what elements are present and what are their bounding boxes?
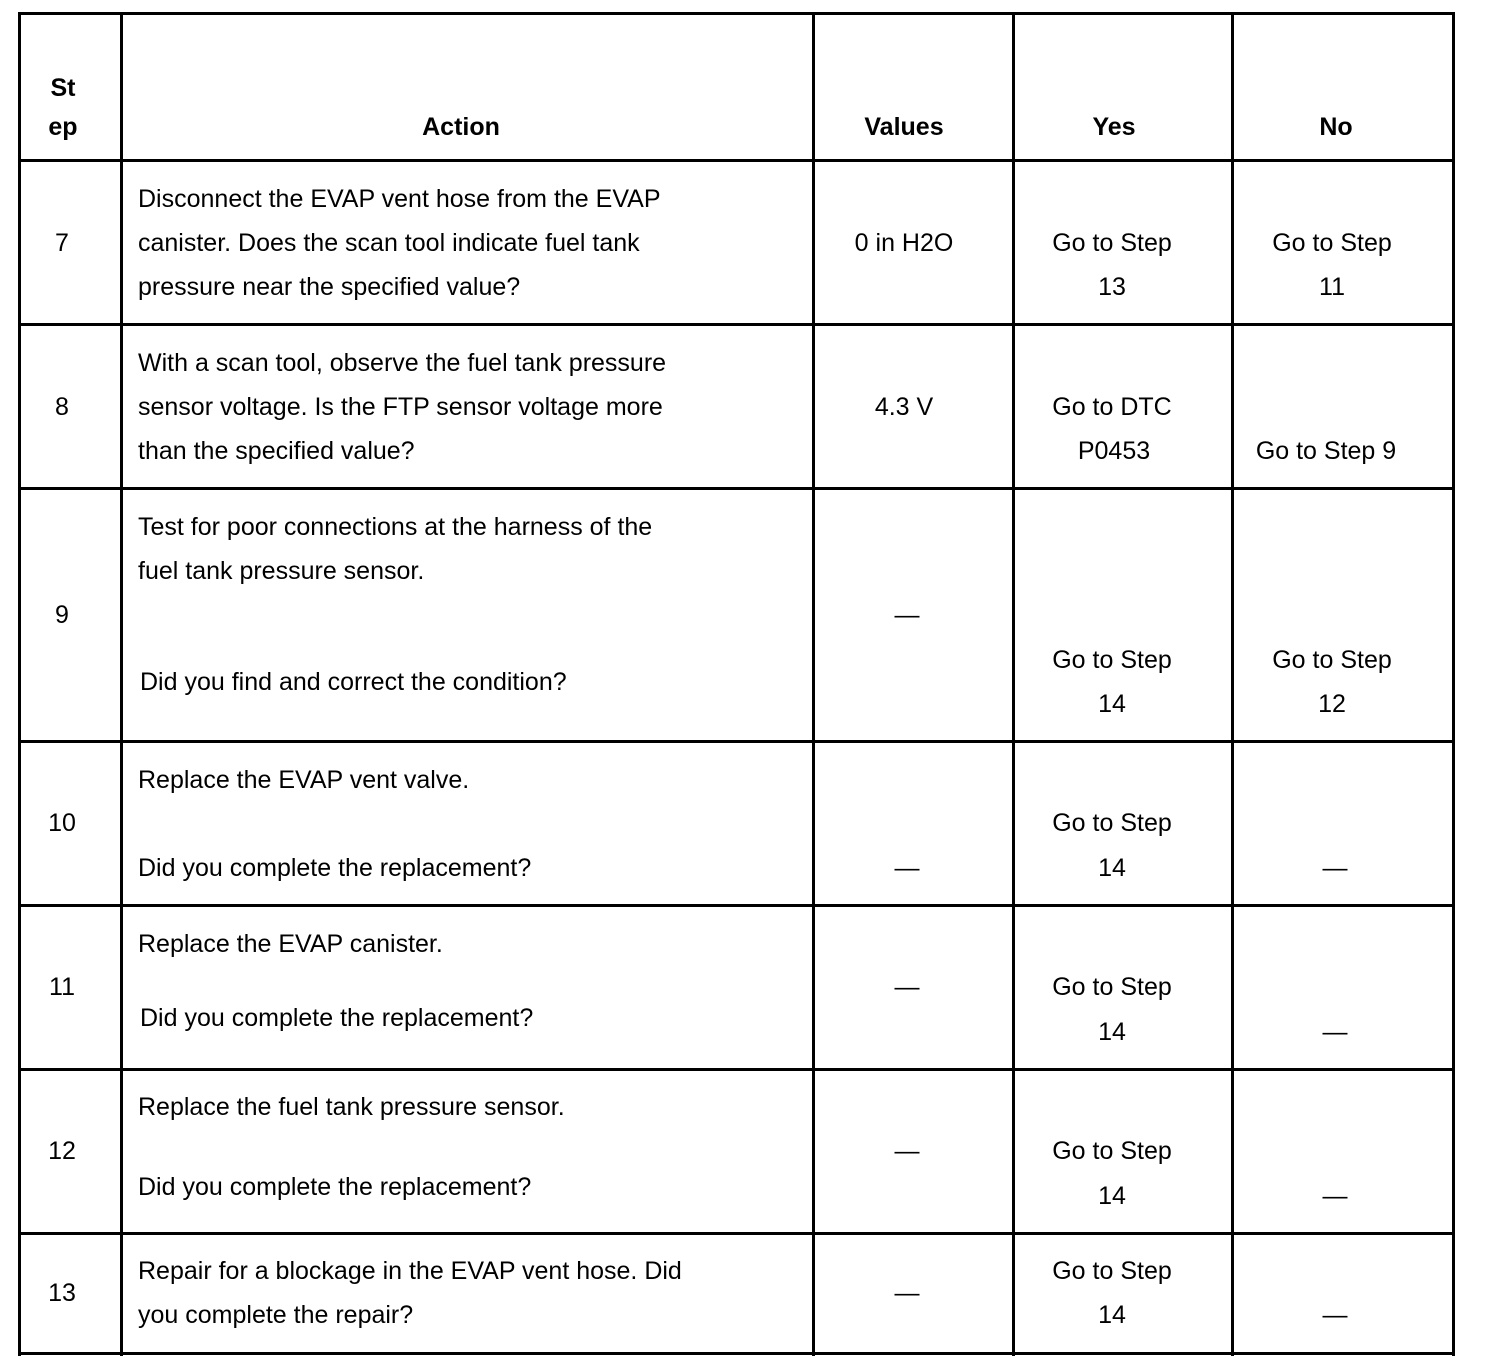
action-text: Did you find and correct the condition? (140, 668, 567, 696)
action-text: Disconnect the EVAP vent hose from the EVAP (138, 185, 661, 213)
action-text: pressure near the specified value? (138, 273, 521, 301)
row-divider (18, 740, 1455, 743)
header-action: Action (422, 113, 500, 141)
table-bottom-border (18, 1352, 1455, 1355)
header-step-line2: ep (48, 113, 78, 141)
no-text: Go to Step 9 (1255, 437, 1397, 465)
action-text: fuel tank pressure sensor. (138, 557, 425, 585)
no-text: — (1322, 1301, 1348, 1329)
no-text: — (1322, 854, 1348, 882)
action-text: Did you complete the replacement? (138, 1173, 532, 1201)
action-text: Repair for a blockage in the EVAP vent hose. Did (138, 1257, 682, 1285)
no-text: Go to Step (1272, 646, 1392, 674)
action-text: sensor voltage. Is the FTP sensor voltage more (138, 393, 663, 421)
table-right-border (1452, 13, 1455, 1356)
yes-text: Go to Step (1052, 1257, 1172, 1285)
action-text: Did you complete the replacement? (138, 854, 532, 882)
column-divider (1231, 13, 1234, 1356)
value-text: 0 in H2O (854, 229, 954, 257)
step-number: 7 (55, 229, 69, 257)
value-text: — (894, 1279, 920, 1307)
action-text: than the specified value? (138, 437, 415, 465)
action-text: With a scan tool, observe the fuel tank pressure (138, 349, 667, 377)
yes-text: Go to Step (1052, 646, 1172, 674)
action-text: you complete the repair? (138, 1301, 414, 1329)
yes-text: 13 (1098, 273, 1126, 301)
value-text: 4.3 V (874, 393, 934, 421)
yes-text: 14 (1098, 1182, 1126, 1210)
no-text: 12 (1318, 690, 1346, 718)
header-divider (18, 159, 1455, 162)
column-divider (812, 13, 815, 1356)
action-text: canister. Does the scan tool indicate fuel tank (138, 229, 640, 257)
yes-text: Go to Step (1052, 1137, 1172, 1165)
value-text: — (894, 1137, 920, 1165)
step-number: 12 (48, 1137, 76, 1165)
action-text: Replace the fuel tank pressure sensor. (138, 1093, 565, 1121)
row-divider (18, 323, 1455, 326)
yes-text: 14 (1098, 690, 1126, 718)
value-text: — (894, 601, 920, 629)
header-step-line1: St (50, 74, 76, 102)
action-text: Replace the EVAP vent valve. (138, 766, 470, 794)
column-divider (1012, 13, 1015, 1356)
header-yes: Yes (1092, 113, 1136, 141)
yes-text: Go to Step (1052, 229, 1172, 257)
table-top-border (18, 12, 1455, 15)
no-text: Go to Step (1272, 229, 1392, 257)
yes-text: P0453 (1077, 437, 1151, 465)
step-number: 11 (49, 973, 75, 1001)
table-left-border (18, 13, 21, 1356)
header-no: No (1319, 113, 1353, 141)
no-text: 11 (1319, 273, 1345, 301)
yes-text: 14 (1098, 1018, 1126, 1046)
row-divider (18, 487, 1455, 490)
yes-text: 14 (1098, 1301, 1126, 1329)
row-divider (18, 1068, 1455, 1071)
action-text: Did you complete the replacement? (140, 1004, 534, 1032)
step-number: 9 (55, 601, 69, 629)
row-divider (18, 1232, 1455, 1235)
value-text: — (894, 973, 920, 1001)
yes-text: 14 (1098, 854, 1126, 882)
value-text: — (894, 854, 920, 882)
header-values: Values (864, 113, 944, 141)
no-text: — (1322, 1182, 1348, 1210)
step-number: 8 (55, 393, 69, 421)
step-number: 10 (48, 809, 76, 837)
action-text: Replace the EVAP canister. (138, 930, 443, 958)
step-number: 13 (48, 1279, 76, 1307)
column-divider (120, 13, 123, 1356)
yes-text: Go to Step (1052, 973, 1172, 1001)
yes-text: Go to Step (1052, 809, 1172, 837)
action-text: Test for poor connections at the harness of the (138, 513, 653, 541)
no-text: — (1322, 1018, 1348, 1046)
yes-text: Go to DTC (1052, 393, 1172, 421)
row-divider (18, 904, 1455, 907)
